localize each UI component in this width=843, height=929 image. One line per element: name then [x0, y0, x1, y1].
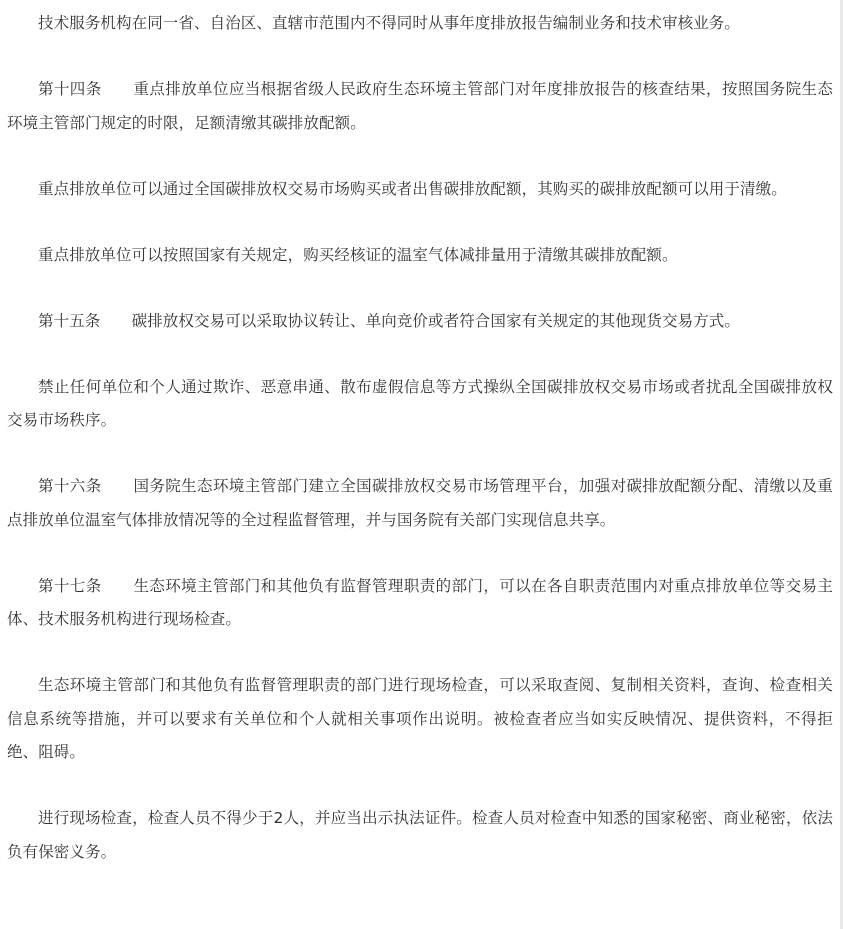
article-number: 第十五条 — [38, 311, 101, 330]
paragraph — [7, 570, 833, 637]
paragraph-text: 进行现场检查，检查人员不得少于2人，并应当出示执法证件。检查人员对检查中知悉的国家秘密、商业秘密，依法负有保密义务。 — [7, 809, 833, 861]
article-number: 第十四条 — [38, 80, 102, 98]
article-number: 第十六条 — [38, 477, 102, 495]
paragraph — [7, 470, 833, 537]
paragraph — [7, 802, 833, 869]
paragraph-text: 生态环境主管部门和其他负有监督管理职责的部门，可以在各自职责范围内对重点排放单位等交易主体、技术服务机构进行现场检查。 — [7, 576, 833, 628]
paragraph-text: 禁止任何单位和个人通过欺诈、恶意串通、散布虚假信息等方式操纵全国碳排放权交易市场或者扰乱全国碳排放权交易市场秩序。 — [7, 377, 833, 429]
paragraph-text: 生态环境主管部门和其他负有监督管理职责的部门进行现场检查，可以采取查阅、复制相关资料，查询、检查相关信息系统等措施，并可以要求有关单位和个人就相关事项作出说明。被检查者应当如实反映情况、提供资料，不得拒绝、阻碍。 — [7, 676, 833, 761]
paragraph-text: 国务院生态环境主管部门建立全国碳排放权交易市场管理平台，加强对碳排放配额分配、清缴以及重点排放单位温室气体排放情况等的全过程监督管理，并与国务院有关部门实现信息共享。 — [7, 477, 833, 529]
paragraph-text: 重点排放单位应当根据省级人民政府生态环境主管部门对年度排放报告的核查结果，按照国务院生态环境主管部门规定的时限，足额清缴其碳排放配额。 — [7, 80, 833, 132]
paragraph — [7, 305, 833, 339]
paragraph-text: 重点排放单位可以通过全国碳排放权交易市场购买或者出售碳排放配额，其购买的碳排放配额可以用于清缴。 — [38, 179, 787, 198]
paragraph — [7, 371, 833, 438]
paragraph — [7, 7, 833, 41]
paragraph — [7, 173, 833, 207]
paragraph-text: 重点排放单位可以按照国家有关规定，购买经核证的温室气体减排量用于清缴其碳排放配额。 — [38, 245, 678, 264]
paragraph — [7, 669, 833, 770]
paragraph — [7, 239, 833, 273]
article-number: 第十七条 — [38, 576, 102, 595]
paragraph-text: 碳排放权交易可以采取协议转让、单向竞价或者符合国家有关规定的其他现货交易方式。 — [131, 311, 741, 330]
paragraph — [7, 73, 833, 140]
paragraph-text: 技术服务机构在同一省、自治区、直辖市范围内不得同时从事年度排放报告编制业务和技术审核业务。 — [38, 14, 741, 32]
article-body — [7, 7, 833, 869]
